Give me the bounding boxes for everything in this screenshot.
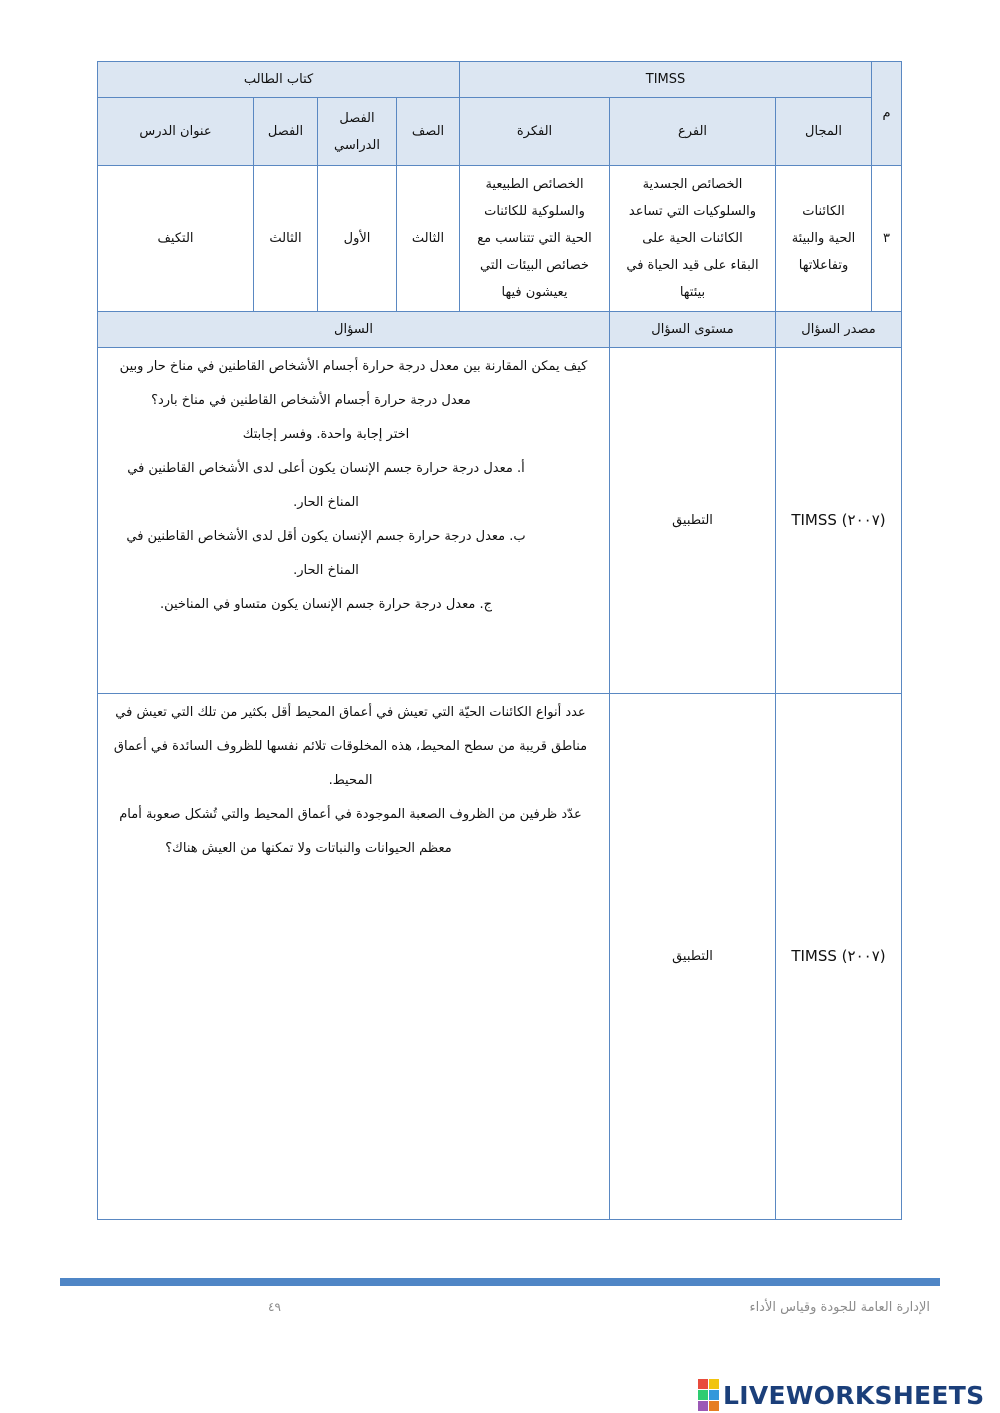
header-chapter: الفصل xyxy=(254,98,318,166)
page-number: ٤٩ xyxy=(268,1300,281,1314)
row-branch-line: البقاء على قيد الحياة في xyxy=(626,258,759,273)
q2-line: معظم الحيوانات والنباتات ولا تمكنها من العيش هناك؟ xyxy=(165,841,452,856)
row-branch-line: الكائنات الحية على xyxy=(642,231,743,246)
header-grade: الصف xyxy=(397,98,460,166)
liveworksheets-logo xyxy=(698,1378,984,1412)
row-lesson: التكيف xyxy=(98,166,254,312)
row-branch-line: بيئتها xyxy=(679,285,706,300)
header-lesson-title: عنوان الدرس xyxy=(98,98,254,166)
q2-question xyxy=(98,694,610,1220)
logo-cube xyxy=(698,1390,708,1400)
sub-header-source: مصدر السؤال xyxy=(776,312,902,348)
header-semester-text: الفصل الدراسي xyxy=(333,110,380,153)
q1-line: أ. معدل درجة حرارة جسم الإنسان يكون أعلى لدى الأشخاص القاطنين في xyxy=(127,461,525,476)
q2-level: التطبيق xyxy=(610,694,776,1220)
header-branch: الفرع xyxy=(610,98,776,166)
row-chapter: الثالث xyxy=(254,166,318,312)
q1-line: اختر إجابة واحدة. وفسر إجابتك xyxy=(242,427,410,442)
header-field: المجال xyxy=(776,98,872,166)
q1-line: كيف يمكن المقارنة بين معدل درجة حرارة أجسام الأشخاص القاطنين في مناخ حار وبين xyxy=(119,359,588,374)
header-idea: الفكرة xyxy=(460,98,610,166)
row-idea xyxy=(460,166,610,312)
q2-source-text: TIMSS (٢٠٠٧) xyxy=(791,947,886,965)
row-idea-line: خصائص البيئات التي xyxy=(480,258,589,273)
row-idea-line: الحية التي تتناسب مع xyxy=(477,231,592,246)
row-field-line: الحية والبيئة xyxy=(791,231,856,246)
row-field-line: وتفاعلاتها xyxy=(798,258,849,273)
q1-source xyxy=(776,348,902,694)
row-branch-line: الخصائص الجسدية xyxy=(642,177,743,192)
q2-line: عدّد ظرفين من الظروف الصعبة الموجودة في أعماق المحيط والتي تُشكل صعوبة أمام xyxy=(119,807,582,822)
q1-source-text: TIMSS (٢٠٠٧) xyxy=(791,511,886,529)
row-field xyxy=(776,166,872,312)
header-timss: TIMSS xyxy=(460,62,872,98)
q2-line: مناطق قريبة من سطح المحيط، هذه المخلوقات تلائم نفسها للظروف السائدة في أعماق xyxy=(113,739,588,754)
q1-line: ج. معدل درجة حرارة جسم الإنسان يكون متساو في المناخين. xyxy=(159,597,493,612)
logo-cube xyxy=(709,1401,719,1411)
q1-question xyxy=(98,348,610,694)
row-semester: الأول xyxy=(318,166,397,312)
row-m: ٣ xyxy=(872,166,902,312)
header-student-book: كتاب الطالب xyxy=(98,62,460,98)
row-idea-line: الخصائص الطبيعية xyxy=(485,177,584,192)
row-field-line: الكائنات xyxy=(802,204,845,219)
footer-title: الإدارة العامة للجودة وقياس الأداء xyxy=(749,1300,930,1315)
q1-line: معدل درجة حرارة أجسام الأشخاص القاطنين في مناخ بارد؟ xyxy=(151,393,471,408)
logo-cube xyxy=(709,1390,719,1400)
logo-cubes-icon xyxy=(698,1379,719,1411)
row-branch xyxy=(610,166,776,312)
q2-line: المحيط. xyxy=(328,773,373,788)
sub-header-level: مستوى السؤال xyxy=(610,312,776,348)
q1-level: التطبيق xyxy=(610,348,776,694)
logo-cube xyxy=(698,1401,708,1411)
header-m: م xyxy=(872,62,902,166)
q1-line: المناخ الحار. xyxy=(293,563,359,578)
header-semester xyxy=(318,98,397,166)
row-idea-line: يعيشون فيها xyxy=(501,285,568,300)
q1-line: ب. معدل درجة حرارة جسم الإنسان يكون أقل لدى الأشخاص القاطنين في xyxy=(126,529,526,544)
row-grade: الثالث xyxy=(397,166,460,312)
footer-bar xyxy=(60,1278,940,1286)
q2-source xyxy=(776,694,902,1220)
q1-line: المناخ الحار. xyxy=(293,495,359,510)
row-branch-line: والسلوكيات التي تساعد xyxy=(628,204,757,219)
logo-cube xyxy=(698,1379,708,1389)
logo-text: LIVEWORKSHEETS xyxy=(723,1380,985,1410)
logo-cube xyxy=(709,1379,719,1389)
sub-header-question: السؤال xyxy=(98,312,610,348)
curriculum-table xyxy=(97,61,902,1220)
row-idea-line: والسلوكية للكائنات xyxy=(484,204,585,219)
q2-line: عدد أنواع الكائنات الحيّة التي تعيش في أعماق المحيط أقل بكثير من تلك التي تعيش في xyxy=(115,705,586,720)
